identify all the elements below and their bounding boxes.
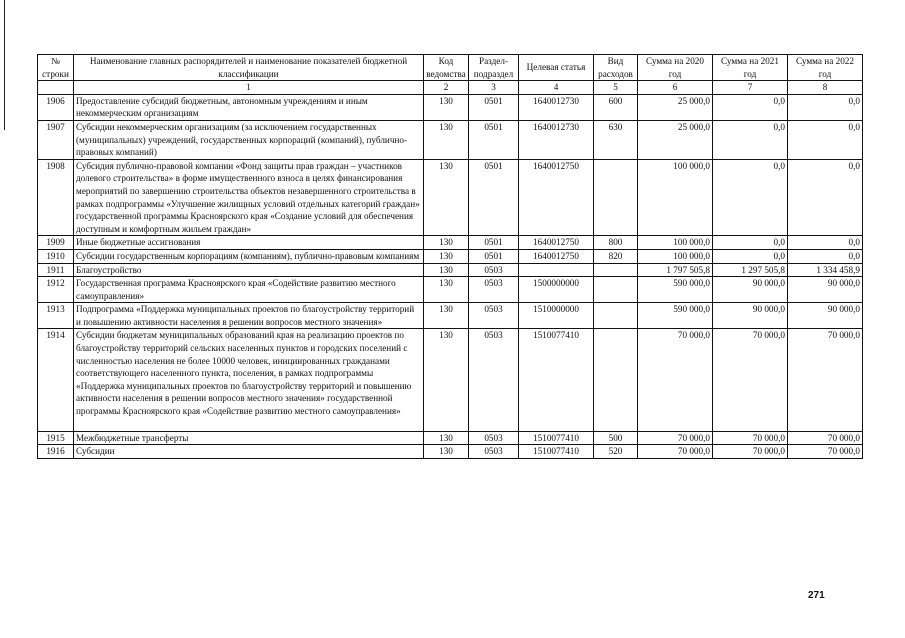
row-number: 1913 [38, 303, 74, 329]
row-section: 0501 [469, 159, 519, 236]
row-sum-2022: 70 000,0 [788, 431, 863, 445]
row-sum-2021: 0,0 [713, 159, 788, 236]
row-number: 1915 [38, 431, 74, 445]
row-sum-2021: 0,0 [713, 120, 788, 159]
row-sum-2022: 0,0 [788, 249, 863, 263]
row-name: Субсидия публично-правовой компании «Фонд защиты прав граждан – участников долевого строительства» в форме имущественного взноса в целях финансирования мероприятий по завершению строительства объектов незавершенного строительства в рамках подпрограммы «Улучшение жилищных условий отдельных категорий граждан» государственной программы Красноярского края «Создание условий для обеспечения доступным и комфортным жильем граждан» [74, 159, 424, 236]
table-row [38, 303, 863, 329]
row-name: Иные бюджетные ассигнования [74, 236, 424, 250]
header-sum-2021: Сумма на 2021 год [713, 55, 788, 81]
row-number: 1907 [38, 120, 74, 159]
row-sum-2022: 90 000,0 [788, 277, 863, 303]
row-expense-type [594, 159, 638, 236]
row-expense-type: 800 [594, 236, 638, 250]
row-department-code: 130 [424, 249, 469, 263]
row-sum-2020: 70 000,0 [638, 431, 713, 445]
row-number: 1910 [38, 249, 74, 263]
row-sum-2021: 1 297 505,8 [713, 263, 788, 277]
row-target-article: 1500000000 [519, 277, 594, 303]
row-sum-2021: 0,0 [713, 249, 788, 263]
row-name: Субсидии некоммерческим организациям (за исключением государственных (муниципальных) учреждений, государственных корпораций (компаний), публично-правовых компаний) [74, 120, 424, 159]
column-number: 2 [424, 81, 469, 95]
row-number: 1916 [38, 445, 74, 459]
row-expense-type: 630 [594, 120, 638, 159]
table-row [38, 236, 863, 250]
column-number: 8 [788, 81, 863, 95]
row-department-code: 130 [424, 159, 469, 236]
row-sum-2020: 100 000,0 [638, 159, 713, 236]
column-number: 4 [519, 81, 594, 95]
row-name: Благоустройство [74, 263, 424, 277]
header-section: Раздел-подраздел [469, 55, 519, 81]
row-sum-2022: 0,0 [788, 120, 863, 159]
header-row-number: № строки [38, 55, 74, 81]
row-expense-type: 500 [594, 431, 638, 445]
row-sum-2022: 0,0 [788, 236, 863, 250]
row-number: 1906 [38, 94, 74, 120]
row-sum-2020: 25 000,0 [638, 120, 713, 159]
row-sum-2022: 0,0 [788, 94, 863, 120]
row-section: 0503 [469, 445, 519, 459]
row-expense-type: 820 [594, 249, 638, 263]
row-department-code: 130 [424, 94, 469, 120]
row-expense-type [594, 303, 638, 329]
header-target-article: Целевая статья [519, 55, 594, 81]
column-number: 7 [713, 81, 788, 95]
row-name: Подпрограмма «Поддержка муниципальных проектов по благоустройству территорий и повышению активности населения в решении вопросов местного значения» [74, 303, 424, 329]
row-sum-2020: 590 000,0 [638, 277, 713, 303]
row-sum-2022: 70 000,0 [788, 329, 863, 431]
row-section: 0503 [469, 329, 519, 431]
table-row [38, 249, 863, 263]
row-section: 0501 [469, 236, 519, 250]
row-section: 0503 [469, 263, 519, 277]
column-number: 3 [469, 81, 519, 95]
row-section: 0501 [469, 249, 519, 263]
header-name: Наименование главных распорядителей и наименование показателей бюджетной классификации [74, 55, 424, 81]
row-expense-type: 520 [594, 445, 638, 459]
row-sum-2022: 70 000,0 [788, 445, 863, 459]
row-sum-2021: 70 000,0 [713, 329, 788, 431]
table-row [38, 445, 863, 459]
row-target-article: 1510077410 [519, 445, 594, 459]
header-sum-2020: Сумма на 2020 год [638, 55, 713, 81]
header-expense-type: Вид расходов [594, 55, 638, 81]
row-sum-2021: 0,0 [713, 236, 788, 250]
row-expense-type [594, 277, 638, 303]
table-row [38, 159, 863, 236]
header-row [38, 55, 863, 81]
column-number: 1 [74, 81, 424, 95]
row-sum-2020: 1 797 505,8 [638, 263, 713, 277]
row-sum-2021: 70 000,0 [713, 431, 788, 445]
table-row [38, 329, 863, 431]
row-sum-2021: 90 000,0 [713, 303, 788, 329]
row-target-article: 1640012730 [519, 94, 594, 120]
row-department-code: 130 [424, 120, 469, 159]
row-expense-type: 600 [594, 94, 638, 120]
row-name: Государственная программа Красноярского края «Содействие развитию местного самоуправления» [74, 277, 424, 303]
header-department-code: Код ведомства [424, 55, 469, 81]
row-name: Субсидии бюджетам муниципальных образований края на реализацию проектов по благоустройству территорий сельских населенных пунктов и городских поселений с численностью населения не более 10000 человек, инициированных гражданами соответствующего населенного пункта, поселения, в рамках подпрограммы «Поддержка муниципальных проектов по благоустройству территорий и повышению активности населения в решении вопросов местного значения» государственной программы Красноярского края «Содействие развитию местного самоуправления» [74, 329, 424, 431]
row-sum-2022: 0,0 [788, 159, 863, 236]
row-name: Предоставление субсидий бюджетным, автономным учреждениям и иным некоммерческим организациям [74, 94, 424, 120]
row-sum-2020: 590 000,0 [638, 303, 713, 329]
row-number: 1911 [38, 263, 74, 277]
row-target-article: 1640012750 [519, 159, 594, 236]
row-department-code: 130 [424, 303, 469, 329]
row-sum-2021: 70 000,0 [713, 445, 788, 459]
row-target-article: 1510077410 [519, 431, 594, 445]
row-sum-2020: 70 000,0 [638, 445, 713, 459]
row-department-code: 130 [424, 236, 469, 250]
column-number-blank [38, 81, 74, 95]
table-row [38, 263, 863, 277]
row-name: Межбюджетные трансферты [74, 431, 424, 445]
row-department-code: 130 [424, 263, 469, 277]
column-number: 5 [594, 81, 638, 95]
row-name: Субсидии [74, 445, 424, 459]
table-body [38, 94, 863, 458]
row-target-article [519, 263, 594, 277]
row-target-article: 1510077410 [519, 329, 594, 431]
row-sum-2020: 100 000,0 [638, 249, 713, 263]
row-section: 0503 [469, 431, 519, 445]
row-expense-type [594, 263, 638, 277]
row-target-article: 1640012730 [519, 120, 594, 159]
binding-line [4, 0, 5, 130]
row-target-article: 1640012750 [519, 236, 594, 250]
table-row [38, 431, 863, 445]
row-number: 1912 [38, 277, 74, 303]
row-target-article: 1640012750 [519, 249, 594, 263]
row-department-code: 130 [424, 431, 469, 445]
column-number: 6 [638, 81, 713, 95]
row-section: 0503 [469, 277, 519, 303]
table-row [38, 277, 863, 303]
row-number: 1909 [38, 236, 74, 250]
table-row [38, 94, 863, 120]
row-section: 0501 [469, 120, 519, 159]
row-sum-2021: 90 000,0 [713, 277, 788, 303]
row-sum-2020: 70 000,0 [638, 329, 713, 431]
row-section: 0501 [469, 94, 519, 120]
row-sum-2022: 90 000,0 [788, 303, 863, 329]
row-number: 1914 [38, 329, 74, 431]
row-department-code: 130 [424, 329, 469, 431]
budget-table [37, 54, 863, 459]
row-sum-2020: 100 000,0 [638, 236, 713, 250]
header-sum-2022: Сумма на 2022 год [788, 55, 863, 81]
row-sum-2020: 25 000,0 [638, 94, 713, 120]
row-sum-2021: 0,0 [713, 94, 788, 120]
page-number: 271 [808, 590, 825, 601]
row-expense-type [594, 329, 638, 431]
row-number: 1908 [38, 159, 74, 236]
column-number-row [38, 81, 863, 95]
row-name: Субсидии государственным корпорациям (компаниям), публично-правовым компаниям [74, 249, 424, 263]
row-sum-2022: 1 334 458,9 [788, 263, 863, 277]
row-department-code: 130 [424, 445, 469, 459]
row-target-article: 1510000000 [519, 303, 594, 329]
table-row [38, 120, 863, 159]
row-department-code: 130 [424, 277, 469, 303]
row-section: 0503 [469, 303, 519, 329]
